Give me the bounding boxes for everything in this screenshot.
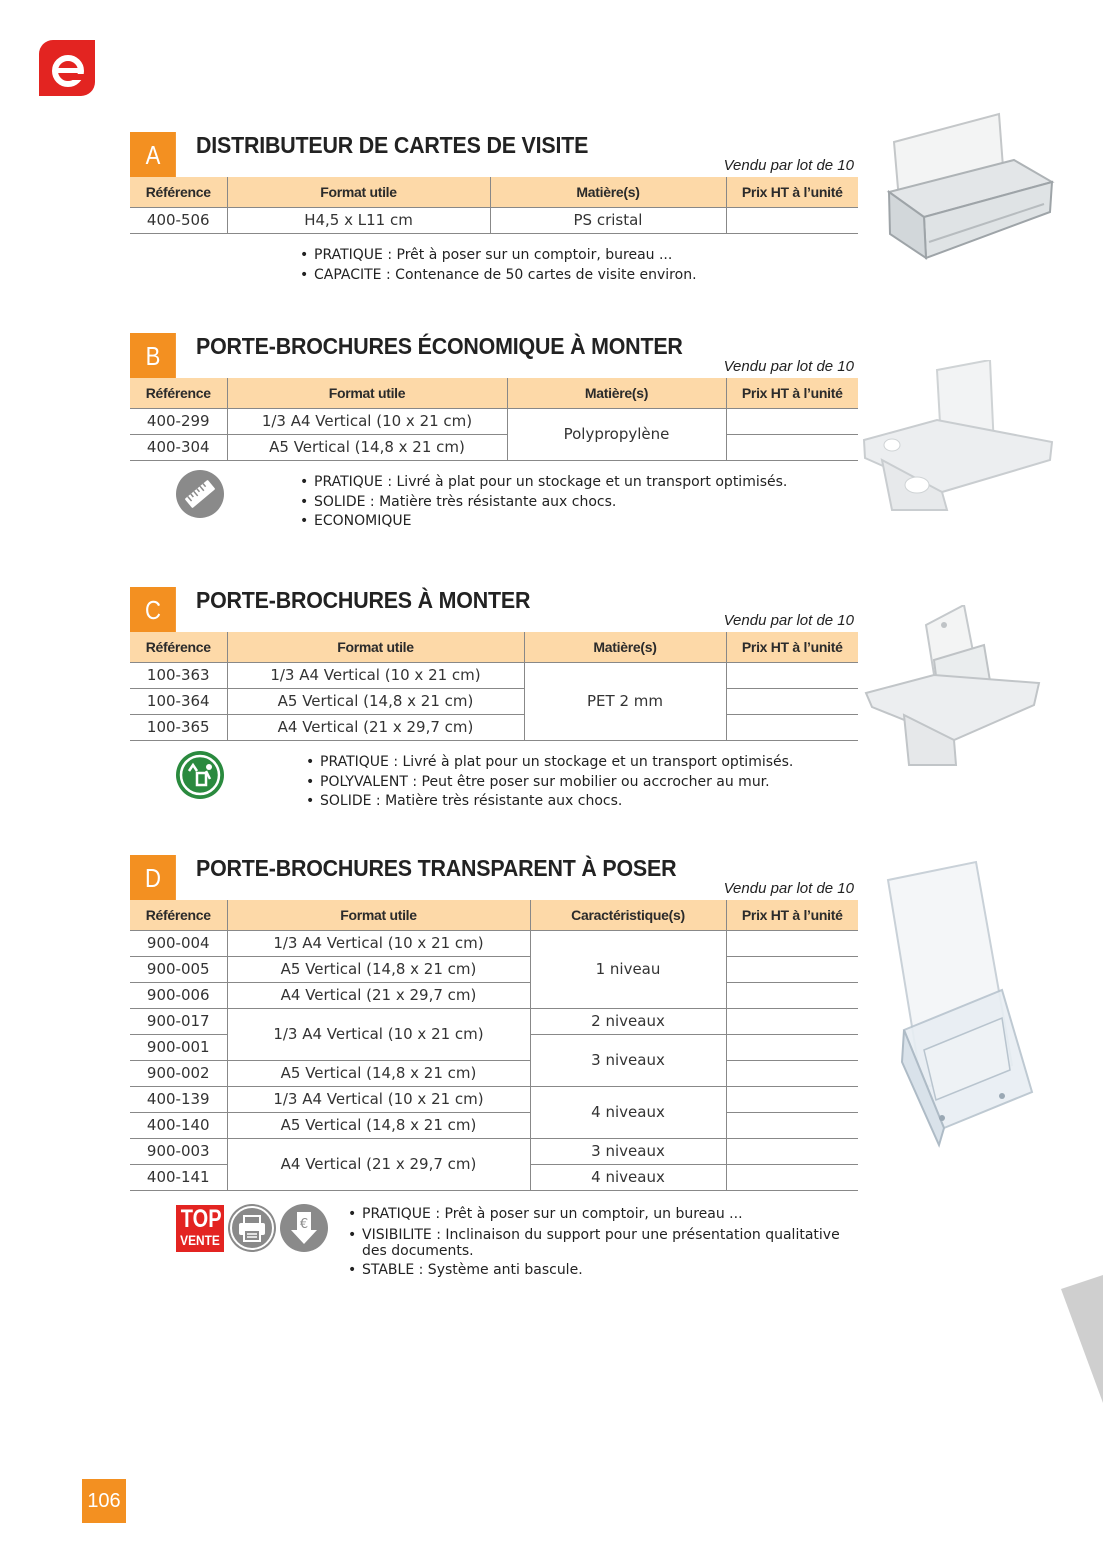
top-sale-badge: TOP VENTE — [176, 1205, 224, 1252]
cell-reference: 900-002 — [130, 1060, 227, 1086]
list-item: • PRATIQUE : Prêt à poser sur un comptoir, un bureau ... — [348, 1205, 848, 1225]
section-title: PORTE-BROCHURES ÉCONOMIQUE À MONTER — [196, 333, 683, 359]
cell-format: A4 Vertical (21 x 29,7 cm) — [227, 1138, 530, 1190]
header-reference: Référence — [130, 378, 227, 408]
cell-format: 1/3 A4 Vertical (10 x 21 cm) — [227, 1008, 530, 1060]
cell-reference: 400-140 — [130, 1112, 227, 1138]
cell-price — [726, 662, 858, 688]
section-letter: D — [130, 855, 176, 901]
cell-price — [726, 1164, 858, 1190]
list-item: • VISIBILITE : Inclinaison du support pour une présentation qualitative des documents. — [348, 1227, 848, 1259]
cell-format: A5 Vertical (14,8 x 21 cm) — [227, 434, 507, 460]
table-header-row — [130, 177, 858, 207]
cell-reference: 400-304 — [130, 434, 227, 460]
header-material: Matière(s) — [524, 632, 726, 662]
cell-format: 1/3 A4 Vertical (10 x 21 cm) — [227, 930, 530, 956]
list-item: • CAPACITE : Contenance de 50 cartes de visite environ. — [300, 266, 697, 286]
table-row — [130, 434, 858, 460]
list-item: • SOLIDE : Matière très résistante aux chocs. — [306, 792, 793, 812]
header-price: Prix HT à l’unité — [726, 900, 858, 930]
cell-reference: 100-365 — [130, 714, 227, 740]
section-letter: B — [130, 333, 176, 379]
table-row — [130, 662, 858, 688]
table-row — [130, 1138, 858, 1164]
list-item: • PRATIQUE : Livré à plat pour un stockage et un transport optimisés. — [300, 473, 787, 493]
cell-reference: 900-017 — [130, 1008, 227, 1034]
cell-price — [726, 930, 858, 956]
cell-reference: 900-006 — [130, 982, 227, 1008]
feature-list — [300, 246, 697, 285]
cell-material: PS cristal — [490, 207, 726, 233]
cell-reference: 900-003 — [130, 1138, 227, 1164]
table-row — [130, 956, 858, 982]
list-item: • PRATIQUE : Livré à plat pour un stockage et un transport optimisés. — [306, 753, 793, 773]
header-reference: Référence — [130, 632, 227, 662]
cell-format: A4 Vertical (21 x 29,7 cm) — [227, 982, 530, 1008]
sold-by-note: Vendu par lot de 10 — [723, 612, 854, 629]
table-row — [130, 1060, 858, 1086]
cell-format: A5 Vertical (14,8 x 21 cm) — [227, 1060, 530, 1086]
header-material: Matière(s) — [507, 378, 726, 408]
cell-price — [726, 714, 858, 740]
brochure-holder-assembly-image — [864, 605, 1042, 770]
sold-by-note: Vendu par lot de 10 — [723, 880, 854, 897]
brochure-holder-flat-image — [862, 360, 1054, 515]
header-format: Format utile — [227, 900, 530, 930]
cell-reference: 900-004 — [130, 930, 227, 956]
table-row — [130, 714, 858, 740]
cell-reference: 900-001 — [130, 1034, 227, 1060]
header-material: Matière(s) — [490, 177, 726, 207]
list-item: • PRATIQUE : Prêt à poser sur un comptoir, bureau ... — [300, 246, 697, 266]
cell-feature: 4 niveaux — [530, 1164, 726, 1190]
cell-price — [726, 1008, 858, 1034]
cell-price — [726, 434, 858, 460]
cell-format: A5 Vertical (14,8 x 21 cm) — [227, 688, 524, 714]
header-format: Format utile — [227, 177, 490, 207]
card-holder-image — [884, 112, 1056, 264]
section-title: PORTE-BROCHURES TRANSPARENT À POSER — [196, 855, 677, 881]
table-row — [130, 1008, 858, 1034]
header-price: Prix HT à l’unité — [726, 177, 858, 207]
header-features: Caractéristique(s) — [530, 900, 726, 930]
table-row — [130, 408, 858, 434]
product-table — [130, 900, 858, 1191]
table-header-row — [130, 900, 858, 930]
cell-reference: 400-299 — [130, 408, 227, 434]
table-row — [130, 1112, 858, 1138]
brand-logo — [39, 40, 95, 96]
cell-price — [726, 956, 858, 982]
feature-list — [348, 1205, 848, 1280]
cell-format: H4,5 x L11 cm — [227, 207, 490, 233]
page-number: 106 — [82, 1479, 126, 1523]
euro-down-icon — [280, 1204, 328, 1252]
recycle-icon — [176, 751, 224, 799]
cell-format: 1/3 A4 Vertical (10 x 21 cm) — [227, 1086, 530, 1112]
ruler-icon — [176, 470, 224, 518]
cell-feature: 3 niveaux — [530, 1138, 726, 1164]
cell-price — [726, 408, 858, 434]
header-reference: Référence — [130, 900, 227, 930]
cell-material: PET 2 mm — [524, 662, 726, 740]
table-header-row — [130, 378, 858, 408]
cell-price — [726, 1086, 858, 1112]
table-row — [130, 930, 858, 956]
section-title: PORTE-BROCHURES À MONTER — [196, 587, 531, 613]
table-header-row — [130, 632, 858, 662]
table-row — [130, 1086, 858, 1112]
cell-format: 1/3 A4 Vertical (10 x 21 cm) — [227, 662, 524, 688]
cell-format: A4 Vertical (21 x 29,7 cm) — [227, 714, 524, 740]
cell-material: Polypropylène — [507, 408, 726, 460]
feature-list — [300, 473, 787, 532]
feature-list — [306, 753, 793, 812]
cell-reference: 400-506 — [130, 207, 227, 233]
cell-price — [726, 982, 858, 1008]
cell-reference: 100-364 — [130, 688, 227, 714]
header-price: Prix HT à l’unité — [726, 378, 858, 408]
cell-feature: 1 niveau — [530, 930, 726, 1008]
list-item: • SOLIDE : Matière très résistante aux chocs. — [300, 493, 787, 513]
cell-price — [726, 1138, 858, 1164]
cell-feature: 2 niveaux — [530, 1008, 726, 1034]
product-table — [130, 177, 858, 234]
header-reference: Référence — [130, 177, 227, 207]
cell-price — [726, 688, 858, 714]
product-table — [130, 378, 858, 461]
cell-reference: 100-363 — [130, 662, 227, 688]
cell-reference: 400-141 — [130, 1164, 227, 1190]
section-letter: C — [130, 587, 176, 633]
cell-feature: 3 niveaux — [530, 1034, 726, 1086]
section-title: DISTRIBUTEUR DE CARTES DE VISITE — [196, 132, 589, 158]
section-letter: A — [130, 132, 176, 178]
cell-reference: 400-139 — [130, 1086, 227, 1112]
svg-text:€: € — [299, 1217, 309, 1232]
header-price: Prix HT à l’unité — [726, 632, 858, 662]
cell-format: A5 Vertical (14,8 x 21 cm) — [227, 1112, 530, 1138]
sold-by-note: Vendu par lot de 10 — [723, 157, 854, 174]
header-format: Format utile — [227, 378, 507, 408]
printer-icon — [228, 1204, 276, 1252]
cell-format: 1/3 A4 Vertical (10 x 21 cm) — [227, 408, 507, 434]
cell-price — [726, 1034, 858, 1060]
list-item: • STABLE : Système anti bascule. — [348, 1261, 848, 1281]
product-table — [130, 632, 858, 741]
cell-price — [726, 207, 858, 233]
header-format: Format utile — [227, 632, 524, 662]
cell-feature: 4 niveaux — [530, 1086, 726, 1138]
cell-reference: 900-005 — [130, 956, 227, 982]
table-row — [130, 688, 858, 714]
cell-format: A5 Vertical (14,8 x 21 cm) — [227, 956, 530, 982]
brochure-display-image — [884, 860, 1036, 1150]
corner-decoration — [1061, 1275, 1103, 1415]
sold-by-note: Vendu par lot de 10 — [723, 358, 854, 375]
list-item: • POLYVALENT : Peut être poser sur mobilier ou accrocher au mur. — [306, 773, 793, 793]
list-item: • ECONOMIQUE — [300, 512, 787, 532]
cell-price — [726, 1112, 858, 1138]
cell-price — [726, 1060, 858, 1086]
table-row — [130, 982, 858, 1008]
table-row — [130, 207, 858, 233]
